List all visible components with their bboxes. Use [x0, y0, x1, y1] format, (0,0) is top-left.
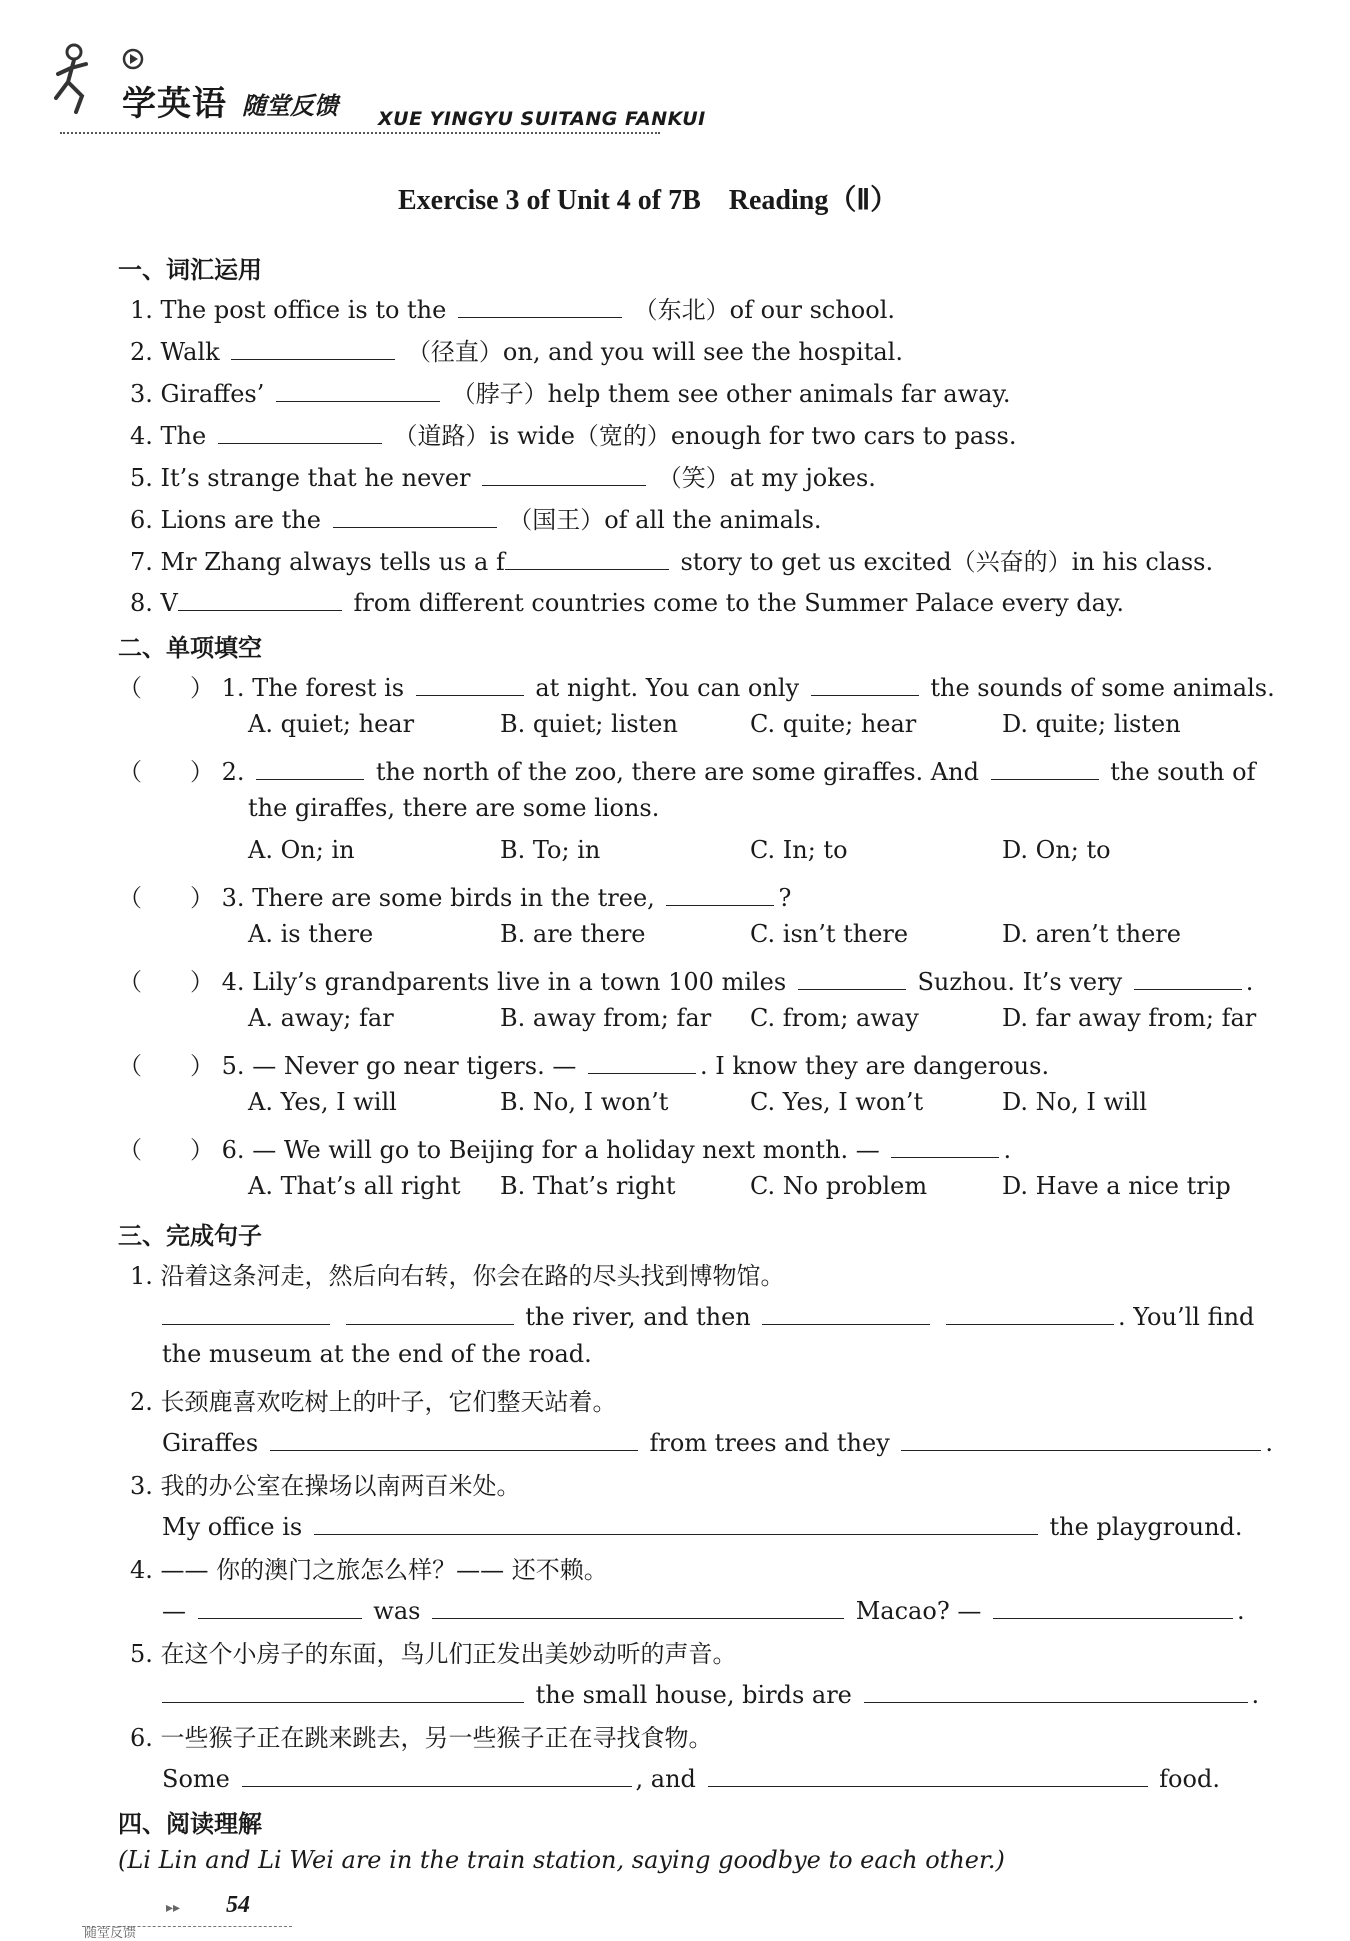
answer-blank[interactable] — [178, 584, 342, 611]
option-d[interactable]: D. aren’t there — [1002, 920, 1181, 948]
sentence-3-en: My office is the playground. — [162, 1508, 1243, 1541]
option-a[interactable]: A. quiet; hear — [248, 710, 415, 738]
sentence-5-en: the small house, birds are . — [162, 1676, 1259, 1709]
sentence-1-cn: 1. 沿着这条河走，然后向右转，你会在路的尽头找到博物馆。 — [130, 1262, 785, 1290]
answer-blank[interactable] — [666, 879, 774, 906]
answer-blank[interactable] — [901, 1424, 1261, 1451]
answer-blank[interactable] — [346, 1298, 514, 1325]
answer-paren[interactable]: （ ） — [118, 1136, 214, 1164]
answer-blank[interactable] — [891, 1131, 999, 1158]
option-d[interactable]: D. Have a nice trip — [1002, 1172, 1231, 1200]
option-d[interactable]: D. far away from; far — [1002, 1004, 1257, 1032]
page-title: Exercise 3 of Unit 4 of 7B Reading（Ⅱ） — [398, 185, 899, 216]
option-b[interactable]: B. quiet; listen — [500, 710, 678, 738]
answer-paren[interactable]: （ ） — [118, 884, 214, 912]
option-b[interactable]: B. are there — [500, 920, 646, 948]
vocab-item-3: 3. Giraffes’ （脖子）help them see other animals far away. — [130, 374, 1010, 409]
option-c[interactable]: C. quite; hear — [750, 710, 917, 738]
option-a[interactable]: A. On; in — [248, 836, 355, 864]
answer-blank[interactable] — [798, 963, 906, 990]
option-c[interactable]: C. In; to — [750, 836, 848, 864]
answer-paren[interactable]: （ ） — [118, 968, 214, 996]
answer-blank[interactable] — [505, 543, 669, 570]
vocab-item-2: 2. Walk （径直）on, and you will see the hospital. — [130, 332, 903, 367]
option-c[interactable]: C. isn’t there — [750, 920, 909, 948]
option-a[interactable]: A. Yes, I will — [248, 1088, 397, 1116]
vocab-item-1: 1. The post office is to the （东北）of our school. — [130, 290, 895, 325]
answer-blank[interactable] — [231, 333, 395, 360]
sentence-1-en: the river, and then . You’ll find — [162, 1298, 1254, 1331]
answer-blank[interactable] — [432, 1592, 844, 1619]
answer-blank[interactable] — [198, 1592, 362, 1619]
option-c[interactable]: C. Yes, I won’t — [750, 1088, 924, 1116]
sentence-6-en: Some , and food. — [162, 1760, 1220, 1793]
answer-paren[interactable]: （ ） — [118, 674, 214, 702]
option-a[interactable]: A. away; far — [248, 1004, 394, 1032]
answer-blank[interactable] — [993, 1592, 1233, 1619]
answer-blank[interactable] — [991, 753, 1099, 780]
header-logo — [46, 38, 126, 118]
section-heading-4: 四、阅读理解 — [118, 1810, 262, 1838]
answer-paren[interactable]: （ ） — [118, 1052, 214, 1080]
runner-figure-icon — [46, 38, 126, 118]
answer-blank[interactable] — [333, 501, 497, 528]
option-a[interactable]: A. That’s all right — [248, 1172, 461, 1200]
answer-blank[interactable] — [162, 1298, 330, 1325]
section-heading-1: 一、词汇运用 — [118, 256, 262, 284]
answer-blank[interactable] — [162, 1676, 524, 1703]
answer-blank[interactable] — [270, 1424, 638, 1451]
section-heading-2: 二、单项填空 — [118, 634, 262, 662]
vocab-item-6: 6. Lions are the （国王）of all the animals. — [130, 500, 822, 535]
option-c[interactable]: C. from; away — [750, 1004, 919, 1032]
option-b[interactable]: B. To; in — [500, 836, 601, 864]
option-d[interactable]: D. On; to — [1002, 836, 1111, 864]
sentence-5-cn: 5. 在这个小房子的东面，鸟儿们正发出美妙动听的声音。 — [130, 1640, 737, 1668]
choice-q5: （ ） 5. — Never go near tigers. — . I know they are dangerous. — [118, 1046, 1049, 1081]
answer-blank[interactable] — [588, 1047, 696, 1074]
answer-blank[interactable] — [242, 1760, 632, 1787]
option-b[interactable]: B. That’s right — [500, 1172, 676, 1200]
reading-intro: (Li Lin and Li Wei are in the train station, saying goodbye to each other.) — [118, 1846, 1005, 1874]
option-c[interactable]: C. No problem — [750, 1172, 928, 1200]
double-arrow-icon: ▸▸ — [166, 1900, 181, 1916]
header-title-script: 随堂反馈 — [242, 91, 338, 120]
answer-blank[interactable] — [276, 375, 440, 402]
choice-q3: （ ） 3. There are some birds in the tree, ? — [118, 878, 791, 913]
answer-blank[interactable] — [811, 669, 919, 696]
vocab-item-7: 7. Mr Zhang always tells us a f story to get us excited（兴奋的）in his class. — [130, 542, 1213, 577]
play-circle-icon — [122, 48, 144, 70]
header-play-icon — [122, 48, 144, 70]
option-b[interactable]: B. away from; far — [500, 1004, 712, 1032]
choice-q4: （ ） 4. Lily’s grandparents live in a town 100 miles Suzhou. It’s very . — [118, 962, 1253, 997]
choice-q1: （ ） 1. The forest is at night. You can only the sounds of some animals. — [118, 668, 1275, 703]
option-d[interactable]: D. quite; listen — [1002, 710, 1181, 738]
vocab-item-5: 5. It’s strange that he never （笑）at my jokes. — [130, 458, 876, 493]
question-continuation: the giraffes, there are some lions. — [248, 794, 660, 822]
answer-blank[interactable] — [314, 1508, 1038, 1535]
footer-logo: 随堂反馈 — [84, 1926, 137, 1941]
answer-blank[interactable] — [864, 1676, 1248, 1703]
answer-blank[interactable] — [458, 291, 622, 318]
answer-blank[interactable] — [416, 669, 524, 696]
sentence-4-en: — was Macao? — . — [162, 1592, 1245, 1625]
sentence-6-cn: 6. 一些猴子正在跳来跳去，另一些猴子正在寻找食物。 — [130, 1724, 713, 1752]
sentence-3-cn: 3. 我的办公室在操场以南两百米处。 — [130, 1472, 521, 1500]
answer-blank[interactable] — [482, 459, 646, 486]
option-b[interactable]: B. No, I won’t — [500, 1088, 669, 1116]
header-title-cn: 学英语 — [122, 84, 227, 124]
answer-blank[interactable] — [218, 417, 382, 444]
answer-paren[interactable]: （ ） — [118, 758, 214, 786]
page-number: 54 — [226, 1892, 250, 1918]
section-heading-3: 三、完成句子 — [118, 1222, 262, 1250]
answer-blank[interactable] — [1134, 963, 1242, 990]
sentence-4-cn: 4. —— 你的澳门之旅怎么样？—— 还不赖。 — [130, 1556, 608, 1584]
header-divider — [60, 132, 660, 134]
sentence-2-en: Giraffes from trees and they . — [162, 1424, 1273, 1457]
answer-blank[interactable] — [708, 1760, 1148, 1787]
vocab-item-8: 8. V from different countries come to the Summer Palace every day. — [130, 584, 1124, 617]
vocab-item-4: 4. The （道路）is wide（宽的）enough for two cars to pass. — [130, 416, 1016, 451]
answer-blank[interactable] — [762, 1298, 930, 1325]
answer-blank[interactable] — [256, 753, 364, 780]
option-d[interactable]: D. No, I will — [1002, 1088, 1148, 1116]
sentence-2-cn: 2. 长颈鹿喜欢吃树上的叶子，它们整天站着。 — [130, 1388, 617, 1416]
answer-blank[interactable] — [946, 1298, 1114, 1325]
option-a[interactable]: A. is there — [248, 920, 374, 948]
header-title-en: XUE YINGYU SUITANG FANKUI — [378, 108, 706, 130]
choice-q6: （ ） 6. — We will go to Beijing for a holiday next month. — . — [118, 1130, 1011, 1165]
sentence-1-continuation: the museum at the end of the road. — [162, 1340, 592, 1368]
choice-q2: （ ） 2. the north of the zoo, there are some giraffes. And the south of — [118, 752, 1255, 787]
